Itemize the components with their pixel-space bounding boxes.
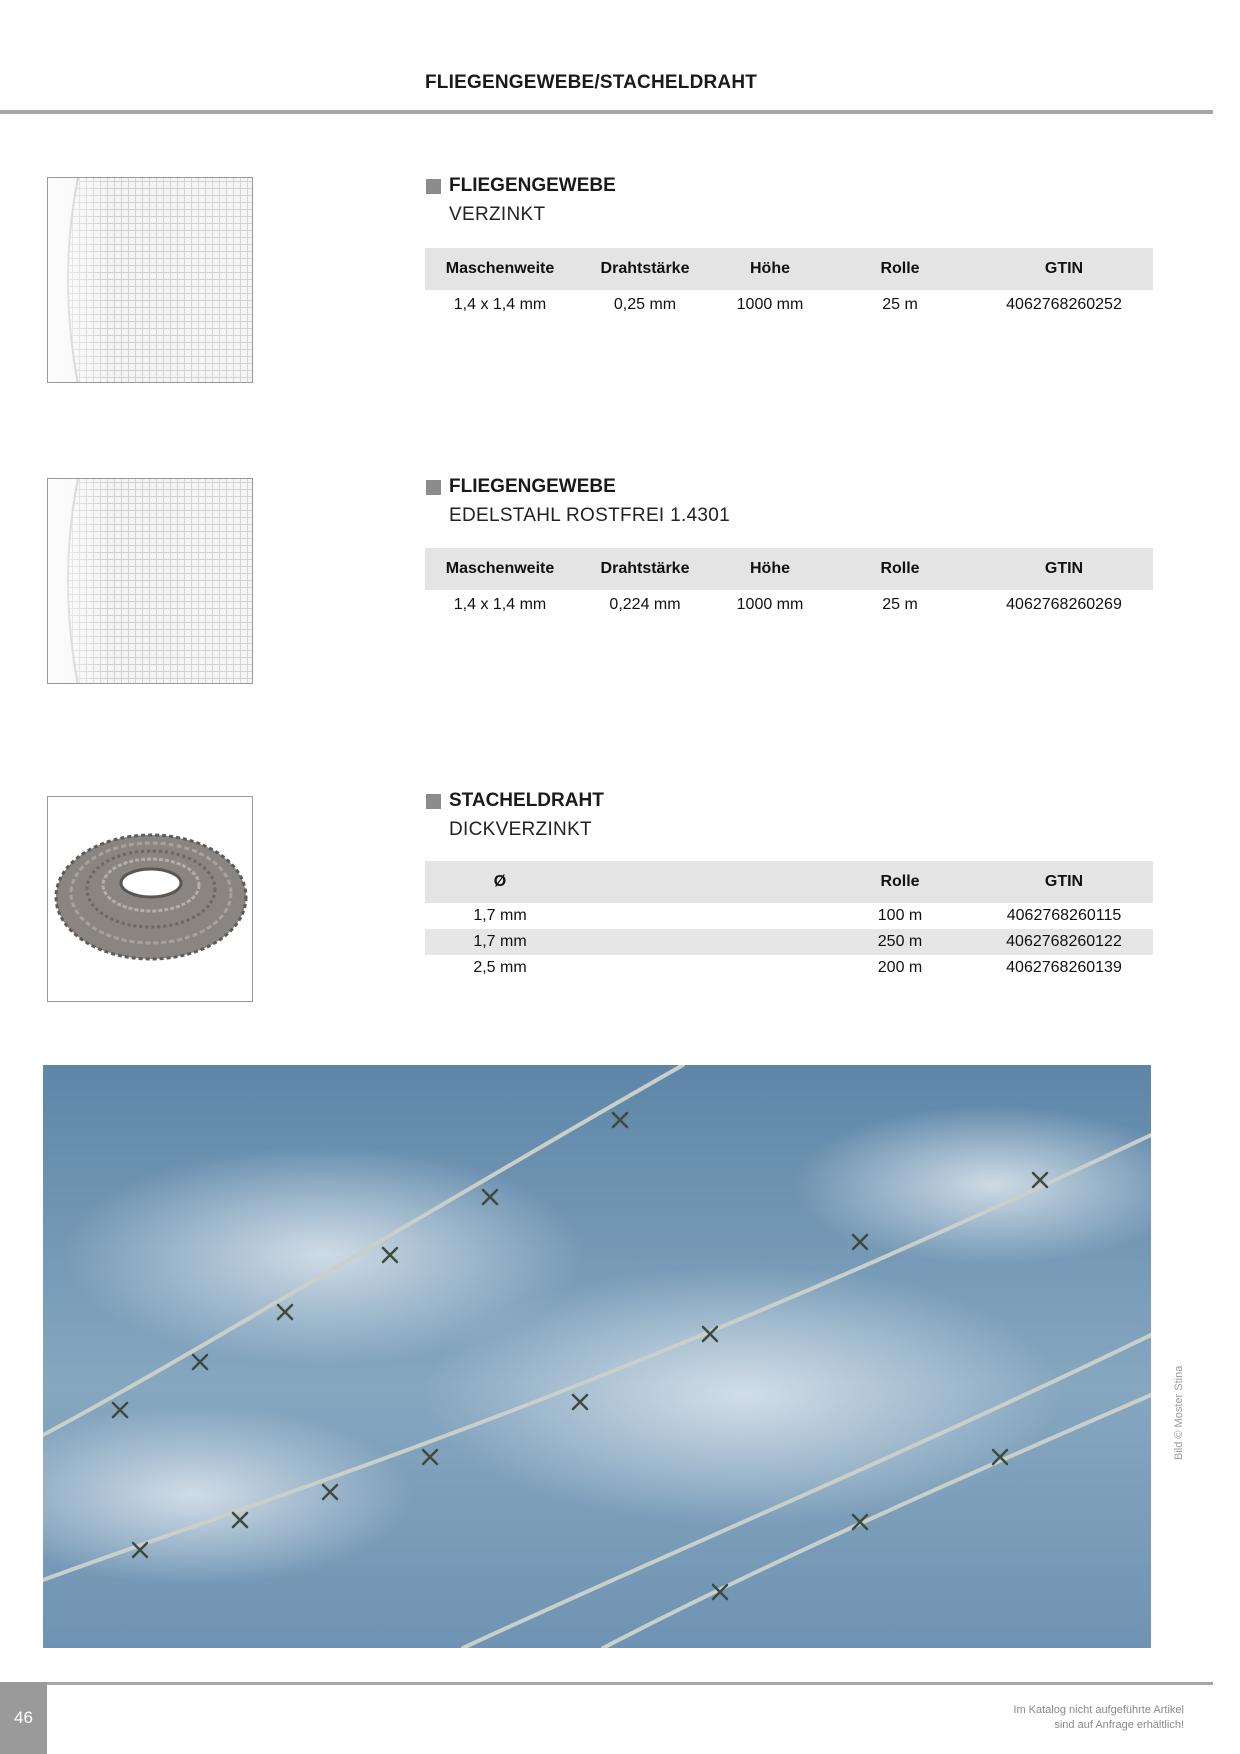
barbed-wire-photo <box>43 1065 1151 1648</box>
table-cell: 0,25 mm <box>613 296 677 313</box>
table-row <box>425 590 1153 620</box>
table-cell: 1,4 x 1,4 mm <box>453 596 547 613</box>
page-header-title: FLIEGENGEWEBE/STACHELDRAHT <box>425 72 758 93</box>
wire-mesh-roll-icon <box>48 178 253 383</box>
column-header: Höhe <box>715 548 825 590</box>
column-header: Ø <box>425 861 575 903</box>
table-row <box>425 929 1153 955</box>
product-subtitle: EDELSTAHL ROSTFREI 1.4301 <box>449 505 730 526</box>
table-cell: 100 m <box>877 907 923 924</box>
table-row <box>425 955 1153 981</box>
product-image-mesh-galvanized <box>47 177 253 383</box>
product-name: FLIEGENGEWEBE <box>449 476 616 497</box>
table-cell: 1,7 mm <box>473 907 527 924</box>
page-number: 46 <box>0 1682 47 1754</box>
footer-note <box>1013 1703 1184 1733</box>
product-subtitle: VERZINKT <box>449 204 546 225</box>
table-row <box>425 290 1153 320</box>
product-heading <box>426 476 730 527</box>
marker-square-icon <box>426 794 441 809</box>
column-header: Drahtstärke <box>575 548 715 590</box>
photo-credit: Bild © Moster Stina <box>1173 1365 1185 1460</box>
marker-square-icon <box>426 179 441 194</box>
product-subtitle: DICKVERZINKT <box>449 819 592 840</box>
column-header: GTIN <box>975 248 1153 290</box>
product-name: STACHELDRAHT <box>449 790 604 811</box>
footer-divider <box>47 1682 1213 1685</box>
table-cell: 4062768260115 <box>1006 907 1122 924</box>
table-row <box>425 903 1153 929</box>
table-header-row <box>425 248 1153 290</box>
column-header: Rolle <box>825 861 975 903</box>
table-cell: 200 m <box>877 959 923 976</box>
table-cell: 1000 mm <box>736 596 804 613</box>
table-cell: 1,7 mm <box>425 929 575 955</box>
footer-note-line: sind auf Anfrage erhältlich! <box>1054 1719 1184 1731</box>
table-cell: 4062768260252 <box>1006 296 1122 313</box>
product-name: FLIEGENGEWEBE <box>449 175 616 196</box>
column-header-spacer <box>575 861 825 903</box>
product-spec-table <box>425 248 1153 320</box>
table-cell-spacer <box>575 929 825 955</box>
table-cell: 250 m <box>825 929 975 955</box>
marker-square-icon <box>426 480 441 495</box>
table-cell: 4062768260269 <box>1006 596 1122 613</box>
table-cell: 4062768260139 <box>1006 959 1122 976</box>
wire-mesh-roll-icon <box>48 479 253 684</box>
table-cell: 25 m <box>882 296 918 313</box>
product-spec-table <box>425 861 1153 981</box>
table-cell: 2,5 mm <box>473 959 527 976</box>
product-image-barbed-wire <box>47 796 253 1002</box>
barbed-wire-coil-icon <box>48 797 253 1002</box>
product-heading <box>426 175 616 226</box>
product-spec-table <box>425 548 1153 620</box>
footer-note-line: Im Katalog nicht aufgeführte Artikel <box>1013 1704 1184 1716</box>
product-heading <box>426 790 604 841</box>
column-header: Maschenweite <box>425 548 575 590</box>
table-cell: 0,224 mm <box>609 596 681 613</box>
column-header: Drahtstärke <box>575 248 715 290</box>
column-header: Rolle <box>825 548 975 590</box>
column-header: Rolle <box>825 248 975 290</box>
table-cell-spacer <box>575 903 825 929</box>
product-image-mesh-stainless <box>47 478 253 684</box>
table-header-row <box>425 861 1153 903</box>
table-header-row <box>425 548 1153 590</box>
column-header: Höhe <box>715 248 825 290</box>
table-cell: 1000 mm <box>736 296 804 313</box>
column-header: GTIN <box>975 548 1153 590</box>
table-cell: 25 m <box>882 596 918 613</box>
header-divider <box>0 110 1213 114</box>
table-cell-spacer <box>575 955 825 981</box>
table-cell: 4062768260122 <box>975 929 1153 955</box>
column-header: Maschenweite <box>425 248 575 290</box>
column-header: GTIN <box>975 861 1153 903</box>
table-cell: 1,4 x 1,4 mm <box>453 296 547 313</box>
